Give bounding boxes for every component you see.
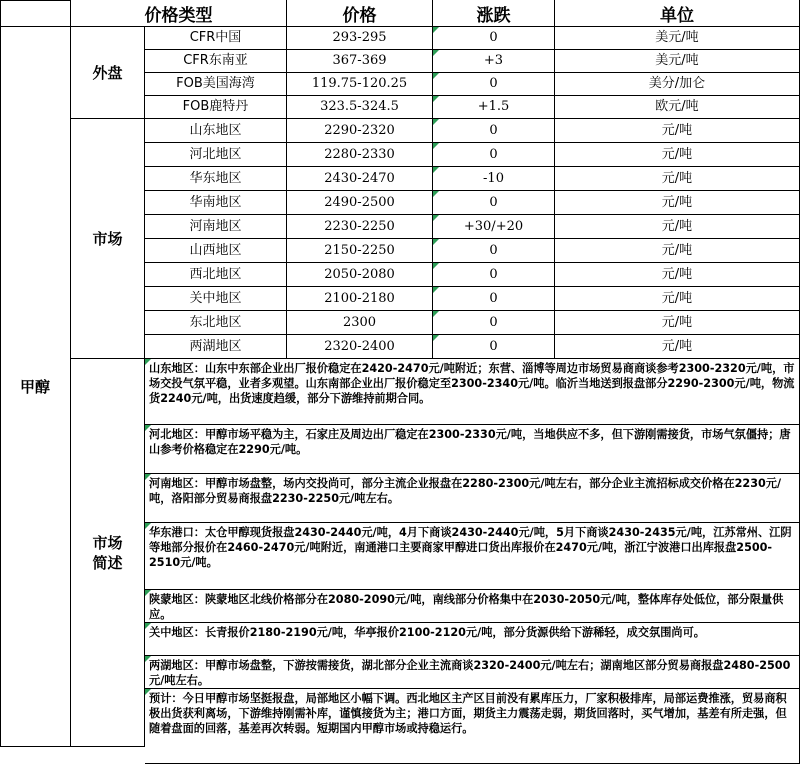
market-row-price-cell: 2320-2400 <box>287 335 433 359</box>
summary-label-line2: 简述 <box>92 553 123 572</box>
outer-row-price-cell: 323.5-324.5 <box>287 96 433 119</box>
market-row-name-cell: 西北地区 <box>145 263 287 287</box>
outer-row-change-cell: +3 <box>433 50 555 73</box>
market-row-price-cell: 2290-2320 <box>287 119 433 143</box>
market-row-price-cell: 2230-2250 <box>287 215 433 239</box>
cell-marker-icon <box>433 143 439 149</box>
outer-row-change-cell: 0 <box>433 73 555 96</box>
cell-marker-icon <box>433 191 439 197</box>
market-row-change-cell: 0 <box>433 263 555 287</box>
outer-row-price-cell: 293-295 <box>287 27 433 50</box>
cell-marker-icon <box>433 73 439 79</box>
outer-row-name-cell: CFR东南亚 <box>145 50 287 73</box>
cell-marker-icon <box>433 119 439 125</box>
region-note: 陕蒙地区：陕蒙地区北线价格部分在2080-2090元/吨，南线部分价格集中在2030-2050元/吨，整体库存处低位，部分限量供应。 <box>145 590 800 623</box>
header-price: 价格 <box>287 0 433 27</box>
market-row-name-cell: 山西地区 <box>145 239 287 263</box>
market-row-unit-cell: 元/吨 <box>555 263 800 287</box>
market-row-unit-cell: 元/吨 <box>555 215 800 239</box>
summary-label <box>71 359 145 747</box>
cell-marker-icon <box>433 50 439 56</box>
market-row-unit-cell: 元/吨 <box>555 167 800 191</box>
market-row-price-cell: 2300 <box>287 311 433 335</box>
outer-row-name-cell: CFR中国 <box>145 27 287 50</box>
market-row-change-cell: -10 <box>433 167 555 191</box>
market-row-unit-cell: 元/吨 <box>555 119 800 143</box>
market-row-unit-cell: 元/吨 <box>555 287 800 311</box>
region-note: 山东地区：山东中东部企业出厂报价稳定在2420-2470元/吨附近；东营、淄博等周边市场贸易商商谈参考2300-2320元/吨，市场交投气氛平稳，业者多观望。山东南部企业出厂报价稳定至2300-2340元/吨。临沂当地送到报盘部分2290-2300元/吨，物流货2240元/吨，出货速度趋缓，部分下游维持前期合同。 <box>145 359 800 425</box>
outer-market-label: 外盘 <box>71 27 145 119</box>
market-row-name-cell: 关中地区 <box>145 287 287 311</box>
outer-row-unit-cell: 欧元/吨 <box>555 96 800 119</box>
cell-marker-icon <box>145 623 151 629</box>
cell-marker-icon <box>433 287 439 293</box>
market-row-change-cell: 0 <box>433 119 555 143</box>
market-row-change-cell: 0 <box>433 335 555 359</box>
cell-marker-icon <box>145 359 151 365</box>
forecast-note: 预计：今日甲醇市场坚挺报盘，局部地区小幅下调。西北地区主产区目前没有累库压力，厂家积极排库，局部运费推涨，贸易商积极出货获利离场，下游维持刚需补库，谨慎接货为主；港口方面，期货主力震荡走弱，期货回落时，买气增加，基差有所走强，但随着盘面的回落，基差再次转弱。短期国内甲醇市场或持稳运行。 <box>145 689 800 764</box>
market-row-name-cell: 两湖地区 <box>145 335 287 359</box>
market-row-price-cell: 2430-2470 <box>287 167 433 191</box>
header-change: 涨跌 <box>433 0 555 27</box>
cell-marker-icon <box>433 263 439 269</box>
cell-marker-icon <box>433 215 439 221</box>
cell-marker-icon <box>145 425 151 431</box>
cell-marker-icon <box>145 523 151 529</box>
outer-row-name-cell: FOB美国海湾 <box>145 73 287 96</box>
outer-row-change-cell: +1.5 <box>433 96 555 119</box>
market-row-change-cell: 0 <box>433 239 555 263</box>
market-row-unit-cell: 元/吨 <box>555 335 800 359</box>
cell-marker-icon <box>145 656 151 662</box>
market-row-unit-cell: 元/吨 <box>555 191 800 215</box>
domestic-market-label: 市场 <box>71 119 145 359</box>
market-row-change-cell: 0 <box>433 311 555 335</box>
header-type: 价格类型 <box>71 0 287 27</box>
cell-marker-icon <box>433 239 439 245</box>
market-row-change-cell: 0 <box>433 191 555 215</box>
product-label: 甲醇 <box>0 27 71 747</box>
cell-marker-icon <box>433 27 439 33</box>
market-row-price-cell: 2280-2330 <box>287 143 433 167</box>
market-row-price-cell: 2100-2180 <box>287 287 433 311</box>
cell-marker-icon <box>433 167 439 173</box>
market-row-change-cell: 0 <box>433 287 555 311</box>
region-note: 河南地区：甲醇市场盘整，场内交投尚可，部分主流企业报盘在2280-2300元/吨左右，部分企业主流招标成交价格在2230元/吨，洛阳部分贸易商报盘2230-2250元/吨左右。 <box>145 474 800 523</box>
region-note: 两湖地区：甲醇市场盘整，下游按需接货，湖北部分企业主流商谈2320-2400元/吨左右；湖南地区部分贸易商报盘2480-2500元/吨左右。 <box>145 656 800 689</box>
market-row-name-cell: 东北地区 <box>145 311 287 335</box>
market-row-unit-cell: 元/吨 <box>555 143 800 167</box>
market-row-price-cell: 2150-2250 <box>287 239 433 263</box>
header-unit: 单位 <box>555 0 800 27</box>
market-row-name-cell: 山东地区 <box>145 119 287 143</box>
outer-row-price-cell: 119.75-120.25 <box>287 73 433 96</box>
market-row-change-cell: 0 <box>433 143 555 167</box>
market-row-name-cell: 华南地区 <box>145 191 287 215</box>
market-row-unit-cell: 元/吨 <box>555 311 800 335</box>
market-row-price-cell: 2050-2080 <box>287 263 433 287</box>
cell-marker-icon <box>433 335 439 341</box>
cell-marker-icon <box>433 96 439 102</box>
outer-row-price-cell: 367-369 <box>287 50 433 73</box>
region-note: 华东港口：太仓甲醇现货报盘2430-2440元/吨，4月下商谈2430-2440元/吨，5月下商谈2430-2435元/吨，江苏常州、江阴等地部分报价在2460-2470元/吨附近，南通港口主要商家甲醇进口货出库报价在2470元/吨，浙江宁波港口出库报盘2500-2510元/吨。 <box>145 523 800 590</box>
cell-marker-icon <box>145 689 151 695</box>
market-row-change-cell: +30/+20 <box>433 215 555 239</box>
header-corner <box>0 0 71 27</box>
market-row-price-cell: 2490-2500 <box>287 191 433 215</box>
region-note: 关中地区：长青报价2180-2190元/吨，华亭报价2100-2120元/吨，部分货源供给下游稀轻，成交氛围尚可。 <box>145 623 800 656</box>
region-note: 河北地区：甲醇市场平稳为主，石家庄及周边出厂稳定在2300-2330元/吨，当地供应不多，但下游刚需接货，市场气氛僵持；唐山参考价格稳定在2290元/吨。 <box>145 425 800 474</box>
cell-marker-icon <box>433 311 439 317</box>
outer-row-unit-cell: 美元/吨 <box>555 27 800 50</box>
outer-row-name-cell: FOB鹿特丹 <box>145 96 287 119</box>
outer-row-change-cell: 0 <box>433 27 555 50</box>
market-row-name-cell: 河南地区 <box>145 215 287 239</box>
outer-row-unit-cell: 美分/加仑 <box>555 73 800 96</box>
summary-label-line1: 市场 <box>92 533 123 552</box>
market-row-unit-cell: 元/吨 <box>555 239 800 263</box>
outer-row-unit-cell: 美元/吨 <box>555 50 800 73</box>
market-row-name-cell: 华东地区 <box>145 167 287 191</box>
market-row-name-cell: 河北地区 <box>145 143 287 167</box>
cell-marker-icon <box>145 590 151 596</box>
cell-marker-icon <box>145 474 151 480</box>
